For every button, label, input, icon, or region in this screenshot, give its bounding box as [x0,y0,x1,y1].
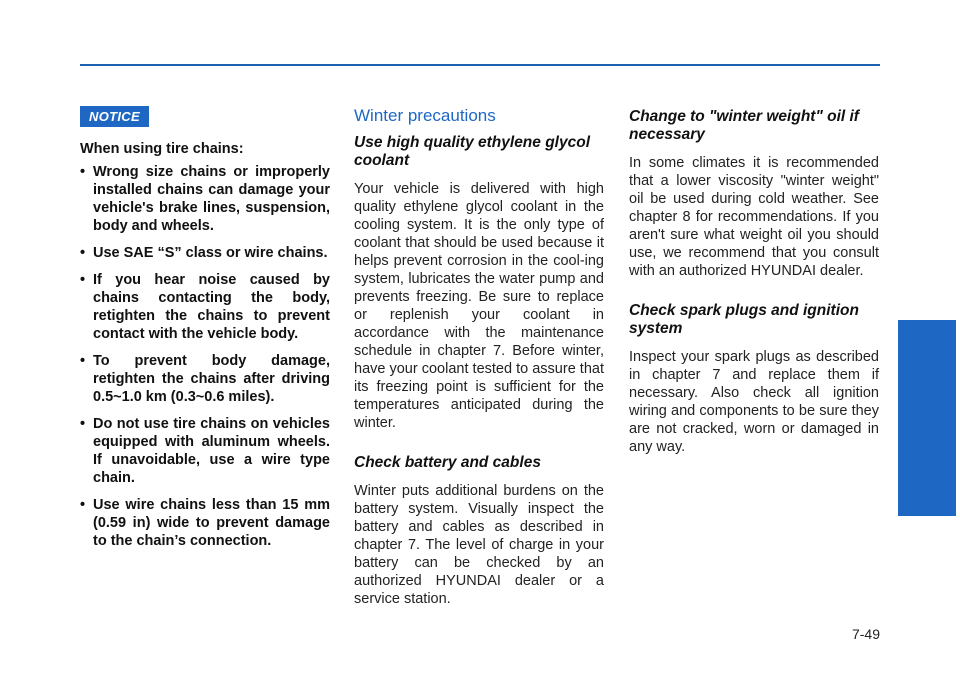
spark-plugs-paragraph: Inspect your spark plugs as described in chapter 7 and replace them if necessary. Also check all ignition wiring and components to be sure they are not cracked, worn or damaged in any way. [629,349,879,455]
notice-list [80,163,330,550]
battery-paragraph: Winter puts additional burdens on the battery system. Visually inspect the battery and cables as described in chapter 7. The level of charge in your battery can be checked by an authorized HYUNDAI dealer or a service station. [354,483,604,607]
list-item: • Use wire chains less than 15 mm (0.59 in) wide to prevent damage to the chain’s connection. [80,497,330,549]
coolant-heading: Use high quality ethylene glycol coolant [354,134,590,169]
top-divider [80,64,880,66]
list-item: • To prevent body damage, retighten the chains after driving 0.5~1.0 km (0.3~0.6 miles). [80,353,330,405]
oil-paragraph: In some climates it is recommended that a lower viscosity "winter weight" oil be used during cold weather. See chapter 8 for recommendations. If you aren't sure what weight oil you should use, we recommend that you consult with an authorized HYUNDAI dealer. [629,155,879,279]
coolant-paragraph: Your vehicle is delivered with high quality ethylene glycol coolant in the cooling system. It is the only type of coolant that should be used because it helps prevent corrosion in the cool-ing system, lubricates the water pump and prevents freezing. Be sure to replace or replenish your coolant in accordance with the maintenance schedule in chapter 7. Before winter, have your coolant tested to assure that its freezing point is sufficient for the temperatures anticipated during the winter. [354,181,604,431]
winter-column [354,106,604,630]
battery-heading: Check battery and cables [354,454,541,471]
list-item: • Wrong size chains or improperly installed chains can damage your vehicle's brake lines, suspension, body and wheels. [80,164,330,234]
section-title: Winter precautions [354,106,496,125]
notice-badge: NOTICE [80,106,149,127]
maintenance-column [629,106,879,478]
notice-column [80,106,330,559]
chapter-tab-label: Driving your vehicle [907,366,922,480]
spark-plugs-heading: Check spark plugs and ignition system [629,302,859,337]
list-item: • If you hear noise caused by chains contacting the body, retighten the chains to prevent contact with the vehicle body. [80,272,330,342]
list-item: • Use SAE “S” class or wire chains. [80,245,328,261]
oil-heading: Change to "winter weight" oil if necessary [629,108,859,143]
notice-title: When using tire chains: [80,141,244,157]
list-item: • Do not use tire chains on vehicles equipped with aluminum wheels. If unavoidable, use a wire type chain. [80,416,330,486]
page-number: 7-49 [851,626,880,642]
